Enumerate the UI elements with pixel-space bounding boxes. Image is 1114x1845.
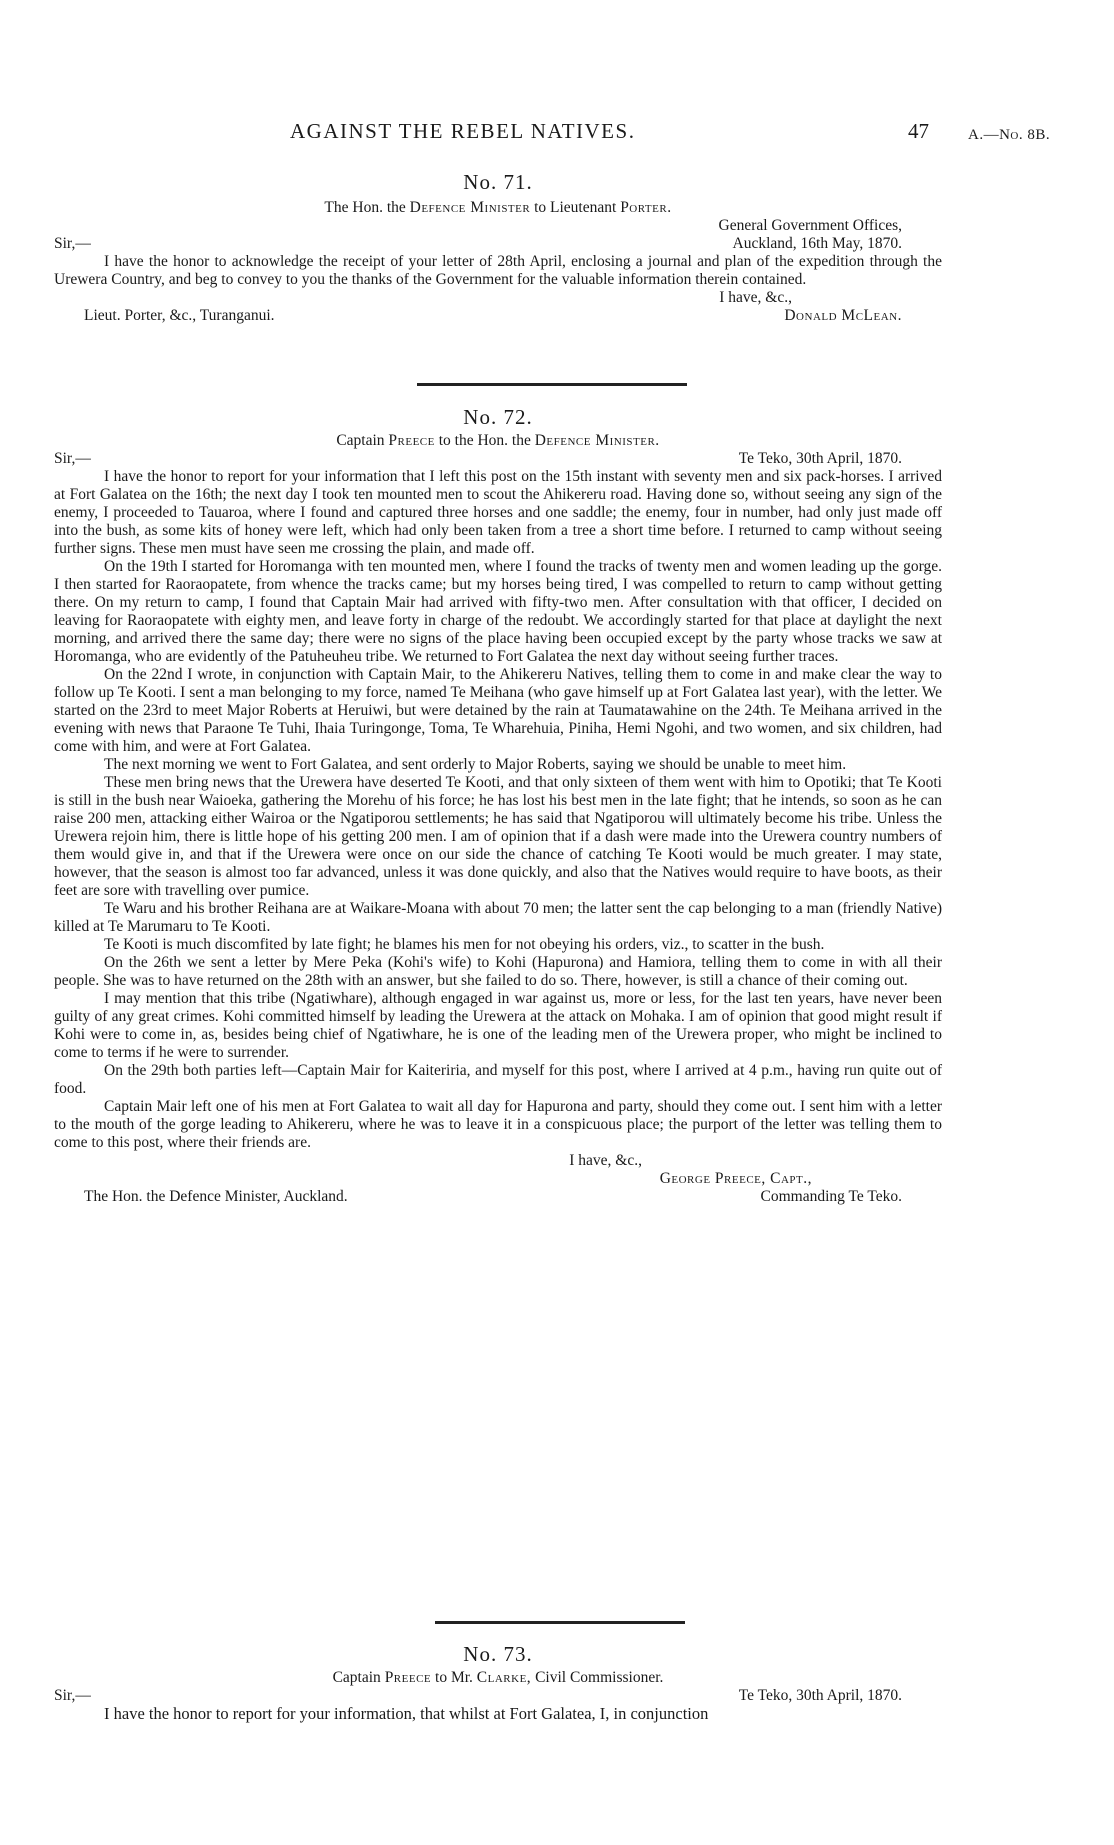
- salutation-row: [54, 1687, 942, 1705]
- document-reference: A.—No. 8B.: [968, 127, 1051, 143]
- paragraph: The next morning we went to Fort Galatea, and sent orderly to Major Roberts, saying we should be unable to meet him.: [104, 756, 847, 773]
- salutation-row: [54, 450, 942, 468]
- paragraph: Te Waru and his brother Reihana are at Waikare-Moana with about 70 men; the latter sent the cap belonging to a man (friendly Native) killed at Te Marumaru to Te Kooti.: [54, 900, 942, 935]
- letter-71: [54, 170, 942, 325]
- letter-body: I have the honor to report for your information, that whilst at Fort Galatea, I, in conjunction: [104, 1705, 709, 1723]
- letter-address-line1: General Government Offices,: [718, 217, 902, 234]
- letter-73: [54, 1642, 942, 1723]
- salutation-row: [54, 235, 942, 253]
- salutation: Sir,—: [54, 1687, 91, 1704]
- addressee: The Hon. the Defence Minister, Auckland.: [84, 1188, 348, 1205]
- paragraph: On the 19th I started for Horomanga with ten mounted men, where I found the tracks of twenty men and women leading up the gorge. I then started for Raoraopatete, from whence the tracks came; but my horses being tired, I was compelled to return to camp without getting there. On my return to camp, I found that Captain Mair had arrived with fifty-two men. After consultation with that officer, I decided on leaving for Raoraopatete with eighty men, and leave forty in charge of the redoubt. We accordingly started for that place at daylight the next morning, and arrived there the same day; there were no signs of the place having been occupied except by the party whose tracks we saw at Horomanga, who are evidently of the Patuheuheu tribe. We returned to Fort Galatea the next day without seeing further traces.: [54, 558, 942, 665]
- paragraph: On the 26th we sent a letter by Mere Peka (Kohi's wife) to Kohi (Hapurona) and Hamiora, telling them to come in with all their people. She was to have returned on the 28th with an answer, but she failed to do so. There, however, is still a chance of their coming out.: [54, 954, 942, 989]
- letter-date: Te Teko, 30th April, 1870.: [738, 1687, 902, 1704]
- addressee: Lieut. Porter, &c., Turanganui.: [84, 307, 275, 324]
- salutation: Sir,—: [54, 450, 91, 467]
- section-divider: [417, 383, 687, 386]
- signature: George Preece, Capt.,: [659, 1170, 812, 1187]
- letter-number: No. 71.: [463, 170, 533, 194]
- salutation: Sir,—: [54, 235, 91, 252]
- letter-date: Te Teko, 30th April, 1870.: [738, 450, 902, 467]
- closing: I have, &c.,: [569, 1152, 642, 1169]
- paragraph: I may mention that this tribe (Ngatiwhare), although engaged in war against us, more or less, for the last ten years, have never been guilty of any great crimes. Kohi committed himself by leading the Urewera at the attack on Mohaka. I am of opinion that good might result if Kohi were to come in, as, besides being chief of Ngatiwhare, he is one of the leading men of the Urewera proper, who might be inclined to come to terms if he were to surrender.: [54, 990, 942, 1061]
- paragraph: Te Kooti is much discomfited by late fight; he blames his men for not obeying his orders, viz., to scatter in the bush.: [104, 936, 825, 953]
- paragraph: On the 22nd I wrote, in conjunction with Captain Mair, to the Ahikereru Natives, telling them to come in and make clear the way to follow up Te Kooti. I sent a man belonging to my force, named Te Meihana (who gave himself up at Fort Galatea last year), with the letter. We started on the 23rd to meet Major Roberts at Heruiwi, but were detained by the rain at Taumatawahine on the 24th. Te Meihana arrived in the evening with news that Paraone Te Tuhi, Ihaia Turingonge, Toma, Te Wharehuia, Piniha, Hemi Ngohi, and two women, and six children, had come with him, and were at Fort Galatea.: [54, 666, 942, 755]
- signature: Donald McLean.: [784, 307, 902, 324]
- signature-row: [54, 1188, 942, 1206]
- letter-heading: Captain Preece to the Hon. the Defence Minister.: [336, 432, 660, 449]
- letter-heading: The Hon. the Defence Minister to Lieutenant Porter.: [324, 199, 672, 216]
- page-header: [0, 119, 1114, 152]
- letter-number: No. 73.: [463, 1642, 533, 1666]
- letter-heading: Captain Preece to Mr. Clarke, Civil Commissioner.: [332, 1669, 664, 1686]
- closing: I have, &c.,: [719, 289, 792, 306]
- running-title: AGAINST THE REBEL NATIVES.: [290, 119, 636, 143]
- letter-number: No. 72.: [463, 405, 533, 429]
- signature-title: Commanding Te Teko.: [760, 1188, 902, 1205]
- paragraph: I have the honor to report for your information that I left this post on the 15th instant with seventy men and six pack-horses. I arrived at Fort Galatea on the 16th; the next day I took ten mounted men to scout the Ahikereru road. Having done so, without seeing any sign of the enemy, I proceeded to Tauaroa, where I found and captured three horses and one saddle; the enemy, four in number, had only just made off into the bush, as some kits of honey were left, which had only been taken from a tree a short time before. I returned to camp without seeing further signs. These men must have seen me crossing the plain, and made off.: [54, 468, 942, 557]
- letter-date: Auckland, 16th May, 1870.: [732, 235, 902, 252]
- paragraph: These men bring news that the Urewera have deserted Te Kooti, and that only sixteen of them went with him to Opotiki; that Te Kooti is still in the bush near Waioeka, gathering the Morehu of his force; he has lost his best men in the late fight; that he intends, so soon as he can raise 200 men, attacking either Wairoa or the Ngatiporou settlements; he has said that Ngatiporou will ultimately become his tribe. Unless the Urewera rejoin him, there is little hope of his getting 200 men. I am of opinion that if a dash were made into the Urewera country numbers of them would give in, and that if the Urewera were once on our side the chance of catching Te Kooti would be much greater. I may state, however, that the season is almost too far advanced, unless it was done quickly, and also that the Natives would require to have boots, as their feet are sore with travelling over pumice.: [54, 774, 942, 899]
- signature-row: [54, 307, 942, 325]
- paragraph: Captain Mair left one of his men at Fort Galatea to wait all day for Hapurona and party, should they come out. I sent him with a letter to the mouth of the gorge leading to Ahikereru, where he was to leave it in a conspicuous place; the purport of the letter was telling them to come to this post, where their friends are.: [54, 1098, 942, 1151]
- letter-72: [54, 405, 942, 1206]
- letter-body: I have the honor to acknowledge the receipt of your letter of 28th April, enclosing a journal and plan of the expedition through the Urewera Country, and beg to convey to you the thanks of the Government for the valuable information therein contained.: [54, 253, 942, 288]
- page-number: 47: [908, 119, 929, 143]
- section-divider: [435, 1621, 685, 1624]
- paragraph: On the 29th both parties left—Captain Mair for Kaiteriria, and myself for this post, where I arrived at 4 p.m., having run quite out of food.: [54, 1062, 942, 1097]
